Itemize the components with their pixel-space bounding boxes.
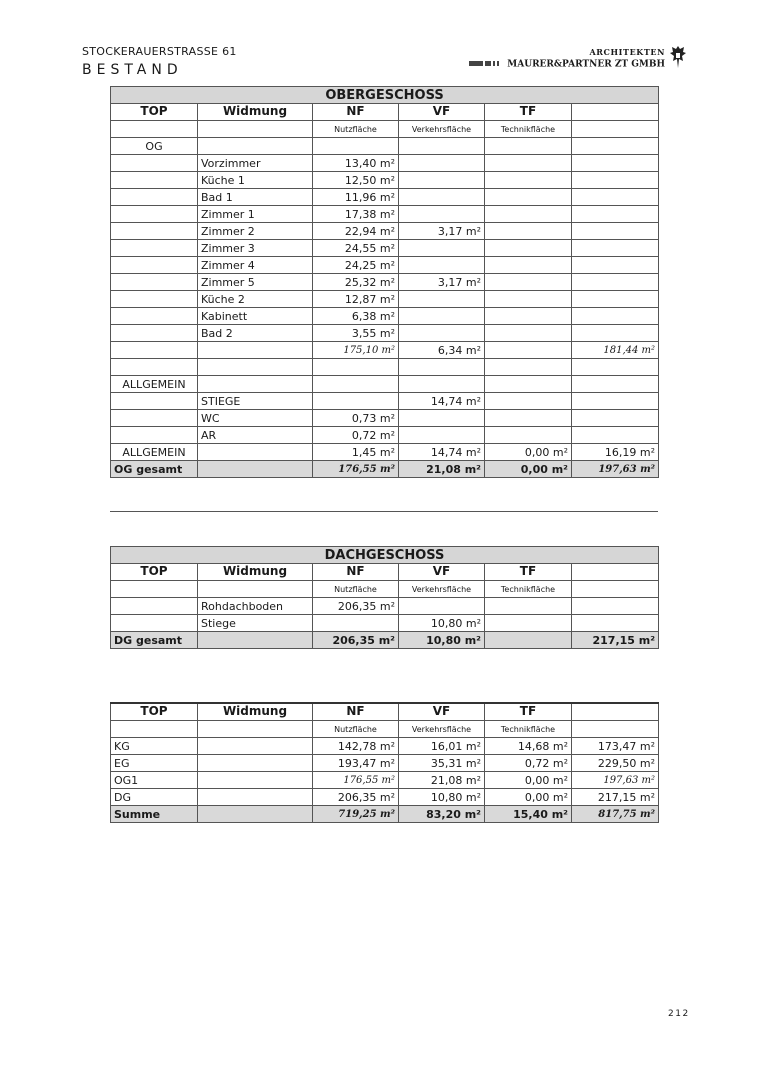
floor-sum: 217,15 m² <box>572 789 659 806</box>
room-nf: 0,72 m² <box>313 427 399 444</box>
dg-total-sum: 217,15 m² <box>572 632 659 649</box>
dg-title: DACHGESCHOSS <box>111 547 659 564</box>
dg-header-row <box>111 564 659 581</box>
dg-col-widmung: Widmung <box>198 564 313 581</box>
og-subtotal-nf: 175,10 m² <box>313 342 399 359</box>
floor-vf: 10,80 m² <box>399 789 485 806</box>
room-vf <box>399 410 485 427</box>
table-row <box>111 738 659 755</box>
room-nf: 17,38 m² <box>313 206 399 223</box>
col-nf: NF <box>313 104 399 121</box>
floor-sum: 229,50 m² <box>572 755 659 772</box>
col-nf-sub: Nutzfläche <box>313 121 399 138</box>
table-row <box>111 189 659 206</box>
floor-label: EG <box>111 755 198 772</box>
room-name: WC <box>198 410 313 427</box>
sum-subheader-row <box>111 721 659 738</box>
floor-nf: 206,35 m² <box>313 789 399 806</box>
table-row <box>111 615 659 632</box>
table-row <box>111 598 659 615</box>
floor-vf: 16,01 m² <box>399 738 485 755</box>
og-header-row <box>111 104 659 121</box>
room-vf <box>399 598 485 615</box>
room-name: Zimmer 3 <box>198 240 313 257</box>
col-vf: VF <box>399 104 485 121</box>
floor-label: KG <box>111 738 198 755</box>
og-subtotal-vf: 6,34 m² <box>399 342 485 359</box>
dg-total-row <box>111 632 659 649</box>
floor-tf: 0,72 m² <box>485 755 572 772</box>
sum-total-row <box>111 806 659 823</box>
table-row <box>111 772 659 789</box>
room-nf <box>313 393 399 410</box>
room-vf <box>399 189 485 206</box>
dg-col-top: TOP <box>111 564 198 581</box>
room-nf: 206,35 m² <box>313 598 399 615</box>
room-nf: 25,32 m² <box>313 274 399 291</box>
document-subtitle: BESTAND <box>82 62 183 78</box>
room-vf <box>399 308 485 325</box>
room-vf <box>399 155 485 172</box>
room-name: Zimmer 5 <box>198 274 313 291</box>
firm-line-1: ARCHITEKTEN <box>589 47 665 57</box>
sum-col-tf-sub: Technikfläche <box>485 721 572 738</box>
dg-col-vf-sub: Verkehrsfläche <box>399 581 485 598</box>
col-vf-sub: Verkehrsfläche <box>399 121 485 138</box>
col-tf-sub: Technikfläche <box>485 121 572 138</box>
room-nf: 13,40 m² <box>313 155 399 172</box>
room-name: STIEGE <box>198 393 313 410</box>
dg-col-nf-sub: Nutzfläche <box>313 581 399 598</box>
dg-total-nf: 206,35 m² <box>313 632 399 649</box>
sum-total-nf: 719,25 m² <box>313 806 399 823</box>
room-nf: 12,87 m² <box>313 291 399 308</box>
dg-total-label: DG gesamt <box>111 632 198 649</box>
room-nf: 11,96 m² <box>313 189 399 206</box>
sum-total-label: Summe <box>111 806 198 823</box>
room-nf: 24,25 m² <box>313 257 399 274</box>
room-vf: 10,80 m² <box>399 615 485 632</box>
room-name: Bad 2 <box>198 325 313 342</box>
dg-col-nf: NF <box>313 564 399 581</box>
table-row <box>111 274 659 291</box>
room-name: Kabinett <box>198 308 313 325</box>
room-name: Zimmer 1 <box>198 206 313 223</box>
table-row <box>111 427 659 444</box>
room-vf <box>399 325 485 342</box>
room-name: AR <box>198 427 313 444</box>
table-row <box>111 240 659 257</box>
table-row <box>111 789 659 806</box>
sum-total-sum: 817,75 m² <box>572 806 659 823</box>
room-vf <box>399 427 485 444</box>
sum-col-vf: VF <box>399 703 485 721</box>
floor-label: DG <box>111 789 198 806</box>
og-allgemein-label: ALLGEMEIN <box>111 376 198 393</box>
room-nf <box>313 615 399 632</box>
table-row <box>111 155 659 172</box>
og-total-label: OG gesamt <box>111 461 198 478</box>
room-nf: 3,55 m² <box>313 325 399 342</box>
og-allgemein-total-label: ALLGEMEIN <box>111 444 198 461</box>
og-allgemein-total-vf: 14,74 m² <box>399 444 485 461</box>
sum-total-vf: 83,20 m² <box>399 806 485 823</box>
room-name: Rohdachboden <box>198 598 313 615</box>
sum-col-widmung: Widmung <box>198 703 313 721</box>
col-top: TOP <box>111 104 198 121</box>
floor-sum: 173,47 m² <box>572 738 659 755</box>
table-row <box>111 393 659 410</box>
table-row <box>111 257 659 274</box>
og-subtotal-row <box>111 342 659 359</box>
summary-table <box>110 702 659 823</box>
room-nf: 24,55 m² <box>313 240 399 257</box>
table-row <box>111 223 659 240</box>
floor-sum: 197,63 m² <box>572 772 659 789</box>
room-name: Küche 1 <box>198 172 313 189</box>
table-row <box>111 325 659 342</box>
room-nf: 6,38 m² <box>313 308 399 325</box>
room-vf: 3,17 m² <box>399 274 485 291</box>
room-nf: 12,50 m² <box>313 172 399 189</box>
floor-nf: 142,78 m² <box>313 738 399 755</box>
og-allgemein-total-sum: 16,19 m² <box>572 444 659 461</box>
og-allgemein-row <box>111 376 659 393</box>
sum-col-tf: TF <box>485 703 572 721</box>
og-allgemein-total-tf: 0,00 m² <box>485 444 572 461</box>
og-total-vf: 21,08 m² <box>399 461 485 478</box>
dg-table <box>110 546 659 649</box>
room-vf: 3,17 m² <box>399 223 485 240</box>
room-name: Stiege <box>198 615 313 632</box>
room-name: Bad 1 <box>198 189 313 206</box>
table-row <box>111 410 659 427</box>
floor-tf: 0,00 m² <box>485 772 572 789</box>
og-total-row <box>111 461 659 478</box>
sum-col-nf: NF <box>313 703 399 721</box>
og-table <box>110 86 659 478</box>
room-vf <box>399 291 485 308</box>
floor-tf: 14,68 m² <box>485 738 572 755</box>
og-total-sum: 197,63 m² <box>572 461 659 478</box>
table-row <box>111 206 659 223</box>
table-row <box>111 172 659 189</box>
floor-tf: 0,00 m² <box>485 789 572 806</box>
room-vf <box>399 172 485 189</box>
dg-subheader-row <box>111 581 659 598</box>
address: STOCKERAUERSTRASSE 61 <box>82 45 237 58</box>
og-total-tf: 0,00 m² <box>485 461 572 478</box>
table-row <box>111 308 659 325</box>
room-nf: 22,94 m² <box>313 223 399 240</box>
room-name: Vorzimmer <box>198 155 313 172</box>
page-number: 212 <box>668 1009 690 1019</box>
sum-total-tf: 15,40 m² <box>485 806 572 823</box>
og-subtotal-sum: 181,44 m² <box>572 342 659 359</box>
table-row <box>111 755 659 772</box>
firm-logo-bars <box>469 59 501 69</box>
floor-vf: 21,08 m² <box>399 772 485 789</box>
og-section-row <box>111 138 659 155</box>
og-subheader-row <box>111 121 659 138</box>
eagle-logo-icon <box>669 44 687 70</box>
sum-col-vf-sub: Verkehrsfläche <box>399 721 485 738</box>
sum-col-nf-sub: Nutzfläche <box>313 721 399 738</box>
room-vf <box>399 257 485 274</box>
og-title: OBERGESCHOSS <box>111 87 659 104</box>
dg-col-tf: TF <box>485 564 572 581</box>
firm-name <box>469 47 665 70</box>
dg-col-vf: VF <box>399 564 485 581</box>
firm-line-2: MAURER&PARTNER ZT GMBH <box>507 59 665 70</box>
room-name: Küche 2 <box>198 291 313 308</box>
room-vf <box>399 240 485 257</box>
floor-vf: 35,31 m² <box>399 755 485 772</box>
dg-col-tf-sub: Technikfläche <box>485 581 572 598</box>
room-name: Zimmer 2 <box>198 223 313 240</box>
room-vf <box>399 206 485 223</box>
sum-col-top: TOP <box>111 703 198 721</box>
og-allgemein-total-nf: 1,45 m² <box>313 444 399 461</box>
col-tf: TF <box>485 104 572 121</box>
divider <box>110 511 658 512</box>
og-section-label: OG <box>111 138 198 155</box>
og-allgemein-total-row <box>111 444 659 461</box>
sum-header-row <box>111 703 659 721</box>
room-vf: 14,74 m² <box>399 393 485 410</box>
room-name: Zimmer 4 <box>198 257 313 274</box>
floor-nf: 176,55 m² <box>313 772 399 789</box>
table-row <box>111 291 659 308</box>
dg-total-vf: 10,80 m² <box>399 632 485 649</box>
og-empty-row <box>111 359 659 376</box>
floor-nf: 193,47 m² <box>313 755 399 772</box>
room-nf: 0,73 m² <box>313 410 399 427</box>
floor-label: OG1 <box>111 772 198 789</box>
og-total-nf: 176,55 m² <box>313 461 399 478</box>
col-widmung: Widmung <box>198 104 313 121</box>
